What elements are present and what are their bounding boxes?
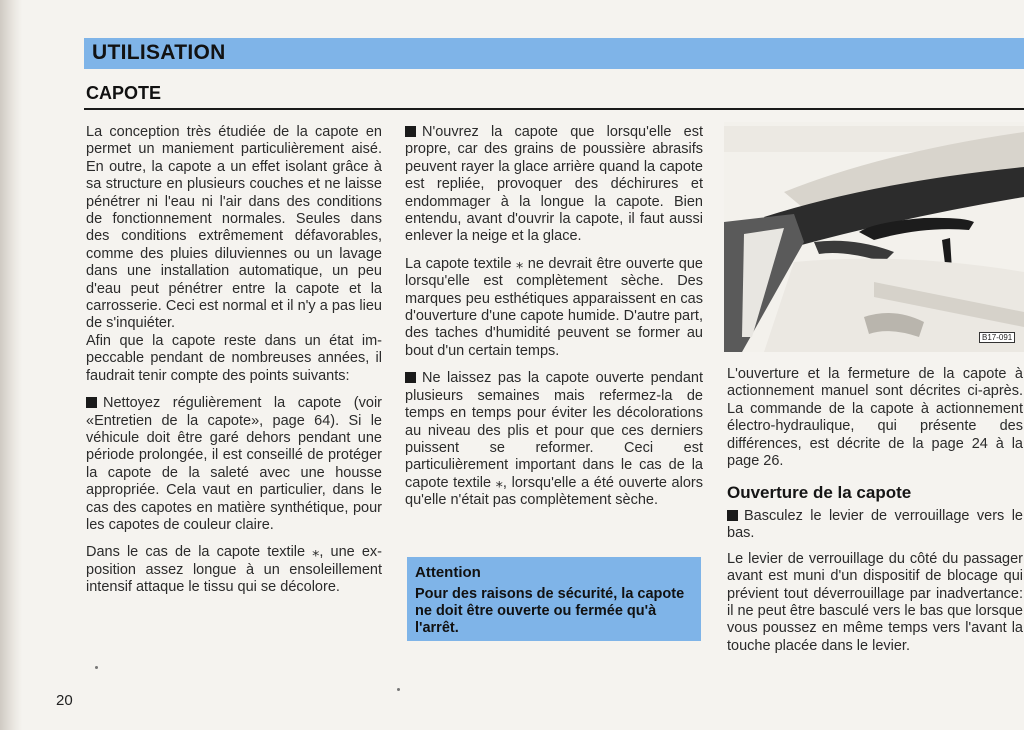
bullet-square-icon — [405, 372, 416, 383]
column-3-continued — [727, 508, 1023, 663]
title-rule — [84, 108, 1024, 110]
attention-body: Pour des raisons de sécurité, la capote ne doit être ouverte ou fermée qu'à l'arrêt. — [415, 586, 685, 636]
paragraph-text: Nettoyez régulièrement la capote (voir «Entretien de la capote», page 64). Si le véhicule doit être garé dehors pendant une période prolongée, il est conseillé de protéger la capote de la saleté avec une housse appropriée. Cela vaut en particulier, dans le cas des capotes en matière synthétique, pour les capotes de couleur claire. — [86, 395, 382, 533]
section-heading: Ouverture de la capote — [727, 483, 912, 502]
bullet-square-icon — [727, 510, 738, 521]
figure-code: B17-091 — [979, 332, 1015, 343]
bullet-square-icon — [405, 126, 416, 137]
paragraph-text: Ne laissez pas la capote ouverte pendant plusieurs semaines mais refermez-la de temps en temps pour éviter les décolorations au niveau des plis et pour que ces derniers puissent se reformer. Ceci est particulièrement important dans le cas de la capote textile ⁎, lorsqu'elle a été ouverte alors qu'elle n'était pas complètement sèche. — [405, 370, 703, 509]
paragraph: La capote textile ⁎ ne devrait être ouverte que lorsqu'elle est complètement sèche. Des marques peu esthétiques apparaissent en cas d'ouverture d'une capote humide. D'autre part, des taches d'humidité peuvent se former au bout d'un certain temps. — [405, 255, 703, 359]
binding-shadow — [0, 0, 22, 730]
paragraph-text: Basculez le levier de verrouillage vers le bas. — [727, 508, 1023, 542]
bullet-paragraph — [405, 124, 703, 246]
bullet-paragraph — [405, 370, 703, 509]
speck — [397, 688, 400, 691]
column-3 — [727, 366, 1023, 480]
attention-title: Attention — [415, 564, 481, 581]
attention-box — [407, 557, 701, 641]
page-number: 20 — [56, 692, 73, 709]
speck — [95, 666, 98, 669]
bullet-square-icon — [86, 397, 97, 408]
paragraph-text: N'ouvrez la capote que lorsqu'elle est propre, car des grains de poussière abrasifs peuvent rayer la glace arrière quand la capote est repliée, provoquer des déchirures et endommager à la longue la capote. Bien entendu, avant d'ouvrir la capote, il faut aussi enlever la neige et la glace. — [405, 124, 703, 245]
bullet-paragraph — [86, 395, 382, 534]
column-2 — [405, 124, 703, 520]
paragraph: Afin que la capote reste dans un état impeccable pendant de nombreuses années, il faudrait tenir compte des points suivants: — [86, 332, 382, 384]
convertible-top-photo — [724, 122, 1024, 352]
paragraph: L'ouverture et la fermeture de la capote à actionnement manuel sont décrites ci-après. La commande de la capote à actionnement électro-hydraulique, qui présente des différences, est décrite de la page 24 à la page 26. — [727, 366, 1023, 470]
section-title: UTILISATION — [92, 41, 226, 64]
page-subtitle: CAPOTE — [86, 83, 162, 103]
paragraph: La conception très étudiée de la capote en permet un maniement particulièrement aisé. En outre, la capote a un effet isolant grâce à sa structure en plusieurs couches et ne laisse pénétrer ni l'eau ni l'air dans des conditions de fonctionnement normales. Seules dans des conditions extrêmement défavorables, comme des pluies diluviennes ou un lavage dans une installation automatique, un peu d'eau peut pénétrer entre la capote et la carrosserie. Ceci est normal et il n'y a pas lieu de s'inquiéter. — [86, 124, 382, 332]
bullet-paragraph — [727, 508, 1023, 543]
column-1 — [86, 124, 382, 607]
paragraph: Dans le cas de la capote textile ⁎, une exposition assez longue à un ensoleillement intensif attaque le tissu qui se décolore. — [86, 544, 382, 596]
paragraph: Le levier de verrouillage du côté du passager avant est muni d'un dispositif de blocage qui prévient tout déverrouillage par inadvertance: il ne peut être basculé vers le bas que lorsque vous poussez en même temps vers l'avant la touche placée dans le levier. — [727, 550, 1023, 654]
